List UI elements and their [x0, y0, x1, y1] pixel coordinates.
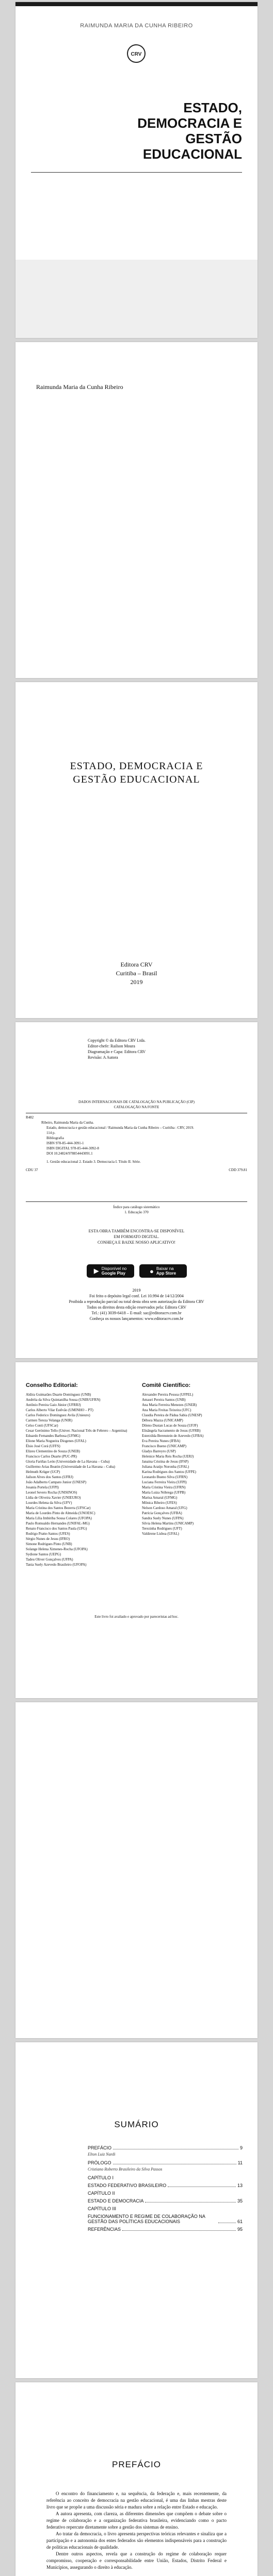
- toc-entry-title: ESTADO FEDERATIVO BRASILEIRO: [88, 2183, 167, 2188]
- toc-entry-title: CAPÍTULO I: [88, 2175, 114, 2180]
- cip-line: Ribeiro, Raimunda Maria da Cunha.: [41, 1121, 94, 1125]
- publisher-name: Editora CRV: [120, 961, 153, 968]
- board-member: Eva Pereira Nunes (IFBA): [142, 1439, 181, 1443]
- board-member: Claudia Pereira de Pádua Sabia (UNESP): [142, 1413, 202, 1417]
- title-page: [15, 682, 258, 1018]
- board-member: Lídia de Oliveira Xavier (UNIEURO): [26, 1496, 81, 1500]
- board-member: Francisco Carlos Duarte (PUC-PR): [26, 1454, 77, 1459]
- toc-entry-title: REFERÊNCIAS: [88, 2227, 121, 2232]
- toc-entry-page: 13: [237, 2183, 243, 2188]
- board-member: Maria Cristina Vieira (UFRN): [142, 1485, 186, 1489]
- board-member: Dileno Dustan Lucas de Souza (UFJF): [142, 1423, 198, 1428]
- cip-line: Bibliografia: [46, 1136, 64, 1140]
- board-member: Carmen Tereza Velanga (UNIR): [26, 1418, 73, 1422]
- title-line: GESTÃO EDUCACIONAL: [73, 774, 200, 785]
- cover-title-line: DEMOCRACIA E: [137, 115, 242, 131]
- cip-record: [26, 1115, 247, 1173]
- board-member: Nelson Cardoso Amaral (UFG): [142, 1506, 187, 1510]
- board-member: Lourdes Helena da Silva (UFV): [26, 1501, 72, 1505]
- board-member: Leonardo Bueno Silva (UFRN): [142, 1475, 188, 1479]
- publisher-city: Curitiba – Brasil: [116, 970, 157, 977]
- board-member: Marisa Amaral (UFMG): [142, 1496, 178, 1500]
- digital-notice: [15, 1228, 258, 1245]
- board-member: Carlos Federico Dominguez Avila (Unieuro): [26, 1413, 90, 1417]
- play-icon: ▶: [93, 1267, 99, 1275]
- paragraph: A autora apresenta, com clareza, as diferentes dimensões que compõem o debate sobre o regime de colaboração e a organização federativa brasileira, evidenciando como o pacto federativo repercute diretamente sobre a gestão dos sistemas de ensino.: [46, 2511, 227, 2530]
- toc-entry-title: CAPÍTULO III: [88, 2206, 117, 2211]
- toc-entry-page: 9: [239, 2145, 243, 2150]
- half-title-author: Raimunda Maria da Cunha Ribeiro: [36, 383, 123, 391]
- cip-index-line: 1. Educação 370: [124, 1210, 149, 1214]
- board-member: Maria de Lourdes Pinto de Almeida (UNOESC): [26, 1511, 95, 1515]
- copyright-line: Editor-chefe: Railson Moura: [88, 1044, 135, 1048]
- board-member: Solange Helena Ximenes-Rocha (UFOPA): [26, 1547, 88, 1551]
- board-member: Helmuth Krüger (UCP): [26, 1470, 60, 1474]
- cip-line: 1. Gestão educacional 2. Estado 3. Democracia I. Título II. Série.: [46, 1160, 141, 1164]
- board-member: Mônica Ribeiro (UFES): [142, 1501, 177, 1505]
- editorial-board-page: [15, 1362, 258, 1698]
- board-member: Guillermo Arias Beatón (Universidade de La Havana – Cuba): [26, 1465, 116, 1469]
- apple-icon: ●: [149, 1267, 154, 1275]
- board-member: João Adalberto Campato Junior (UNESP): [26, 1480, 87, 1484]
- board-member: Débora Mazza (UNICAMP): [142, 1418, 183, 1422]
- board-member: Jailson Alves dos Santos (UFRJ): [26, 1475, 73, 1479]
- google-play-button[interactable]: [87, 1264, 134, 1278]
- board-member: Esterzilda Berenstein de Azevedo (UFBA): [142, 1434, 204, 1438]
- board-member: Gloria Fariñas León (Universidade de La Havana – Cuba): [26, 1460, 110, 1464]
- copyright-page: [15, 1022, 258, 1358]
- board-member: Patrícia Gonçalves (UFBA): [142, 1511, 182, 1515]
- cover-title: [87, 100, 242, 162]
- board-member: Karina Rodrigues dos Santos (UFPE): [142, 1470, 196, 1474]
- address-line: Tel.: (41) 3039-6418 – E-mail: sac@editoracrv.com.br: [91, 1311, 182, 1315]
- address-line: Foi feito o depósito legal conf. Lei 10.994 de 14/12/2004: [89, 1294, 184, 1298]
- summary-heading: SUMÁRIO: [114, 2120, 159, 2129]
- board-member: Ana Maria Ferreira Menezes (UNEB): [142, 1403, 197, 1407]
- toc-entry-author: Cristiano Roberto Brasileiro da Silva Passos: [88, 2167, 163, 2172]
- board-member: Amauri Pereira Santos (UNB): [142, 1398, 186, 1402]
- table-of-contents: [88, 2145, 243, 2234]
- board-footer: Este livro foi avaliado e aprovado por pareceristas ad hoc.: [94, 1615, 179, 1619]
- app-store-row: [15, 1264, 258, 1278]
- board-member: Simone Rodrigues Pinto (UNB): [26, 1542, 72, 1546]
- board-member: Alexandre Pereira Pessoa (UFPEL): [142, 1393, 194, 1397]
- preface-page: [15, 2382, 258, 2576]
- board-member: Élsio José Corá (UFFS): [26, 1444, 60, 1448]
- cover-title-line: ESTADO,: [183, 100, 242, 115]
- summary-page: [15, 2042, 258, 2378]
- board-member: Sérgio Nunes de Jesus (IFRO): [26, 1537, 70, 1541]
- preface-heading: PREFÁCIO: [112, 2460, 161, 2469]
- board-member: Juliana Araújo Noronha (UFAL): [142, 1465, 189, 1469]
- board-member: Sydione Santos (UEPG): [26, 1552, 61, 1556]
- address-line: Conheça os nossos lançamentos: www.editoracrv.com.br: [89, 1316, 184, 1321]
- cip-line: ISBN DIGITAL 978-85-444-3092-8: [46, 1146, 99, 1150]
- board-member: Maria Luiza Nóbrega (UFPB): [142, 1490, 186, 1495]
- conselho-editorial: [26, 1383, 134, 1567]
- board-member: Sandra Suely Nunes (UFPA): [142, 1516, 184, 1520]
- cover-title-line: GESTÃO EDUCACIONAL: [142, 131, 242, 162]
- paragraph: Dentre outros aspectos, revela que a construção do regime de colaboração requer compromisso, cooperação e corresponsabilidade entre União, Estados, Distrito Federal e Municípios, assegurando o direito à educação.: [46, 2551, 227, 2570]
- cip-line: 114 p.: [46, 1131, 56, 1135]
- cip-index: [15, 1205, 258, 1215]
- board-member: Elisângela Sacramento de Jesus (UFRB): [142, 1429, 201, 1433]
- cip-cdu: CDU 37: [26, 1168, 38, 1172]
- toc-entry[interactable]: [88, 2160, 243, 2165]
- toc-entry-author: Elton Luiz Nardi: [88, 2152, 116, 2157]
- blank-page: [15, 1702, 258, 2038]
- board-member: Rodrigo Pratte-Santos (UFES): [26, 1532, 70, 1536]
- board-member: Elione Maria Nogueira Diogenes (UFAL): [26, 1439, 86, 1443]
- address-line: 2019: [132, 1288, 141, 1293]
- toc-entry-title: PREFÁCIO: [88, 2145, 112, 2150]
- title-line: ESTADO, DEMOCRACIA E: [70, 760, 203, 772]
- cip-heading-line: DADOS INTERNACIONAIS DE CATALOGAÇÃO NA PUBLICAÇÃO (CIP): [78, 1100, 195, 1104]
- copyright-line: Copyright © da Editora CRV Ltda.: [88, 1038, 146, 1043]
- board-member: Silvia Helena Martins (UNICAMP): [142, 1521, 194, 1526]
- board-member: Valdirene Lisboa (UFAL): [142, 1532, 179, 1536]
- copyright-line: Revisão: A Autora: [88, 1055, 118, 1060]
- board-member: Helenice Maria Reis Rocha (UERJ): [142, 1454, 194, 1459]
- digital-notice-line: EM FORMATO DIGITAL.: [114, 1234, 159, 1239]
- cip-heading-line: CATALOGAÇÃO NA FONTE: [114, 1105, 159, 1109]
- copyright-block: [88, 1038, 222, 1060]
- cover-bottom-block: [15, 260, 258, 338]
- cover-author: RAIMUNDA MARIA DA CUNHA RIBEIRO: [80, 23, 193, 29]
- toc-entry-page: 61: [237, 2219, 243, 2224]
- board-member: Andréia da Silva Quintanilha Sousa (UNIR/UFRN): [26, 1398, 101, 1402]
- board-member: Leonel Severo Rocha (UNISINOS): [26, 1490, 77, 1495]
- cover-page: [15, 2, 258, 338]
- cip-index-line: Índice para catálogo sistemático: [113, 1205, 160, 1209]
- board-member: Carlos Alberto Vilar Estêvão (UMINHO – PT): [26, 1408, 93, 1412]
- board-member: Paulo Romualdo Hernandes (UNIFAL-MG): [26, 1521, 90, 1526]
- app-store-button[interactable]: [139, 1264, 187, 1278]
- paragraph: Ao tratar da democracia, o livro apresenta perspectivas teóricas relevantes e sinaliza que a participação e a autonomia dos entes federados são elementos indispensáveis para a construção de políticas educacionais de qualidade.: [46, 2531, 227, 2550]
- toc-entry[interactable]: [88, 2191, 243, 2196]
- board-member: Luciana Ferreira Vieira (UFPI): [142, 1480, 187, 1484]
- toc-entry[interactable]: [88, 2145, 243, 2150]
- board-member: Renato Francisco dos Santos Paula (UFG): [26, 1527, 87, 1531]
- half-title-page: [15, 342, 258, 678]
- store-caption: Baixar na: [156, 1266, 174, 1271]
- cip-heading: [26, 1099, 247, 1110]
- store-caption: Disponível no: [101, 1266, 127, 1271]
- board-member: Tadeu Oliver Gonçalves (UFPA): [26, 1557, 73, 1562]
- board-member: Francisco Bueno (UNICAMP): [142, 1444, 186, 1448]
- toc-entry-page: 11: [237, 2160, 243, 2165]
- digital-notice-line: ESTA OBRA TAMBÉM ENCONTRA-SE DISPONÍVEL: [88, 1229, 185, 1233]
- toc-entry-title: FUNCIONAMENTO E REGIME DE COLABORAÇÃO NA GESTÃO DAS POLÍTICAS EDUCACIONAIS: [88, 2214, 205, 2224]
- board-member: Terezinha Rodrigues (UFT): [142, 1527, 182, 1531]
- cip-line: Estado, democracia e gestão educacional / Raimunda Maria da Cunha Ribeiro – Curitiba : CRV, 2019.: [46, 1126, 194, 1130]
- board-member: Eduardo Fernandes Barbosa (UFMG): [26, 1434, 81, 1438]
- board-member: Ana Maria Freitas Teixeira (UFC): [142, 1408, 191, 1412]
- digital-notice-line: CONHEÇA E BAIXE NOSSO APLICATIVO!: [97, 1240, 176, 1245]
- toc-entry-page: 35: [237, 2198, 243, 2204]
- board-member: Gladys Barreyro (USP): [142, 1449, 176, 1453]
- board-member: Aldira Guimarães Duarte Domínguez (UNB): [26, 1393, 91, 1397]
- publisher-year: 2019: [130, 978, 143, 986]
- board-member: Maria Cristina dos Santos Bezerra (UFSCar): [26, 1506, 91, 1510]
- board-member: Cesar Gerónimo Tello (Univer. Nacional Três de Febrero – Argentina): [26, 1429, 127, 1433]
- cover-divider: [31, 172, 242, 173]
- board-member: Maria Lília Imbiriba Sousa Colares (UFOPA): [26, 1516, 92, 1520]
- cip-cdd: CDD 379.81: [229, 1168, 247, 1172]
- preface-body: [46, 2490, 227, 2571]
- publisher-address: [15, 1287, 258, 1321]
- board-member: Elizeu Clementino de Souza (UNEB): [26, 1449, 80, 1453]
- store-name: App Store: [156, 1271, 176, 1276]
- board-member: Celso Conti (UFSCar): [26, 1423, 58, 1428]
- toc-entry[interactable]: [88, 2214, 243, 2224]
- toc-entry[interactable]: [88, 2183, 243, 2188]
- cip-line: DOI 10.24824/978854443091.1: [46, 1151, 93, 1156]
- toc-entry[interactable]: [88, 2206, 243, 2211]
- comite-cientifico: [142, 1383, 250, 1536]
- copyright-line: Diagramação e Capa: Editora CRV: [88, 1049, 146, 1054]
- board-heading: Conselho Editorial:: [26, 1382, 78, 1388]
- cover-logo-text: CRV: [131, 52, 142, 57]
- board-heading: Comitê Científico:: [142, 1382, 191, 1388]
- store-name: Google Play: [101, 1271, 125, 1276]
- board-member: Antônio Pereira Gaio Júnior (UFRRJ): [26, 1403, 81, 1407]
- cip-line: R482: [26, 1115, 34, 1120]
- title-page-publisher: [15, 960, 258, 987]
- toc-entry-title: CAPÍTULO II: [88, 2191, 115, 2196]
- toc-entry[interactable]: [88, 2227, 243, 2232]
- toc-leader: [122, 2230, 236, 2231]
- toc-entry-title: ESTADO E DEMOCRACIA: [88, 2198, 144, 2204]
- address-line: Proibida a reprodução parcial ou total desta obra sem autorização da Editora CRV: [69, 1299, 204, 1304]
- address-line: Todos os direitos desta edição reservados pela: Editora CRV: [87, 1305, 186, 1310]
- board-member: Josania Portela (UFPI): [26, 1485, 59, 1489]
- toc-entry-page: 95: [237, 2227, 243, 2232]
- paragraph: O encontro do financiamento e, na sequência, da federação e, mais recentemente, da referência ao conceito de democracia na gestão educacional, é uma das linhas mestras deste livro que se propõe a uma discussão séria e madura sobre a relação entre Estado e educação.: [46, 2491, 227, 2510]
- toc-entry[interactable]: [88, 2198, 243, 2204]
- title-page-title: [15, 759, 258, 786]
- cover-top-bar: [15, 2, 258, 6]
- board-member: Tania Suely Azevedo Brasileiro (UFOPA): [26, 1563, 87, 1567]
- toc-entry-title: PRÓLOGO: [88, 2160, 111, 2165]
- board-member: Janaina Cristina de Jesus (IFSP): [142, 1460, 189, 1464]
- crv-logo-icon: [126, 43, 147, 64]
- toc-entry[interactable]: [88, 2175, 243, 2180]
- cip-line: ISBN 978-85-444-3091-1: [46, 1141, 84, 1145]
- cip-separator: [26, 1201, 247, 1202]
